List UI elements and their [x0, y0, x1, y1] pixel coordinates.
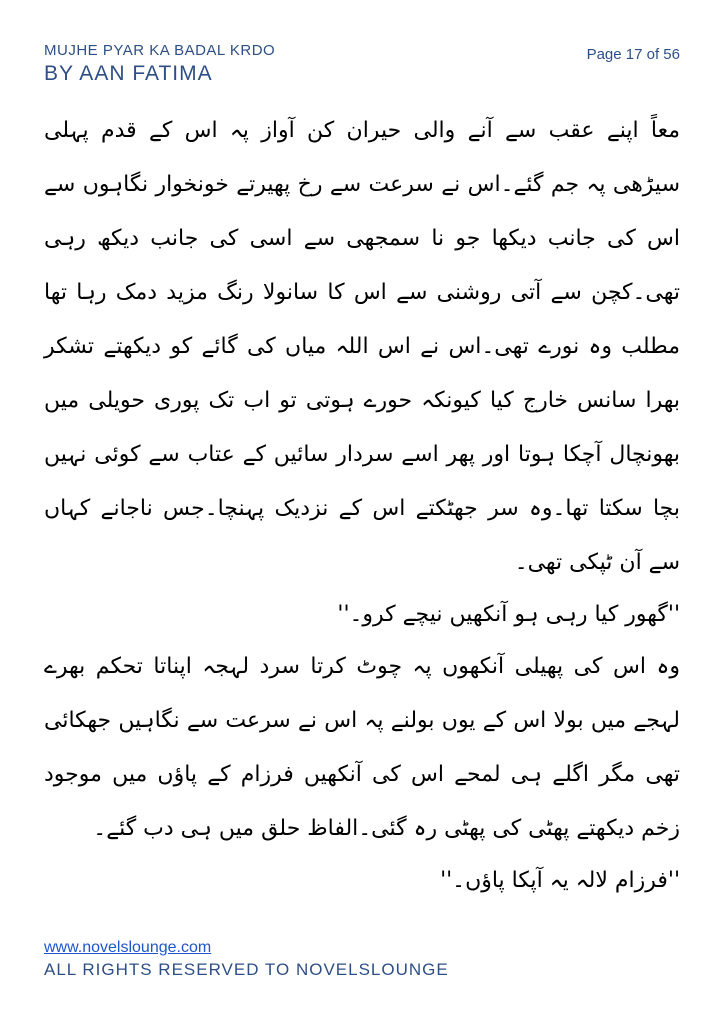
- author-name: BY AAN FATIMA: [44, 62, 213, 85]
- paragraph-2: ''گھور کیا رہی ہو آنکھیں نیچے کرو۔'': [337, 602, 680, 627]
- website-link[interactable]: www.novelslounge.com: [44, 939, 212, 956]
- page-number: Page 17 of 56: [586, 46, 680, 63]
- story-body: [44, 104, 680, 906]
- paragraph-1: معاً اپنے عقب سے آنے والی حیران کن آواز پہ اس کے قدم پہلی سیڑھی پہ جم گئے۔اس نے سرعت سے رخ پھیرتے خونخوار نگاہوں سے اس کی جانب دیکھا جو نا سمجھی سے اسی کی جانب دیکھ رہی تھی۔کچن سے آتی روشنی سے اس کا سانولا رنگ مزید دمک رہا تھا مطلب وہ نورے تھی۔اس نے اس اللہ میاں کی گائے کو دیکھتے تشکر بھرا سانس خارج کیا کیونکہ حورے ہوتی تو اب تک پوری حویلی میں بھونچال آچکا ہوتا اور پھر اسے سردار سائیں کے عتاب سے کوئی نہیں بچا سکتا تھا۔وہ سر جھٹکتے اس کے نزدیک پہنچا۔جس ناجانے کہاں سے آن ٹپکی تھی۔: [44, 118, 680, 575]
- rights-notice: ALL RIGHTS RESERVED TO NOVELSLOUNGE: [44, 960, 449, 979]
- novel-title: MUJHE PYAR KA BADAL KRDO: [44, 42, 276, 59]
- paragraph-4: ''فرزام لالہ یہ آپکا پاؤں۔'': [440, 868, 680, 893]
- paragraph-3: وہ اس کی پھیلی آنکھوں پہ چوٹ کرتا سرد لہجہ اپناتا تحکم بھرے لہجے میں بولا اس کے یوں بولنے پہ اس نے سرعت سے نگاہیں جھکائی تھی مگر اگلے ہی لمحے اس کی آنکھیں فرزام کے پاؤں میں موجود زخم دیکھتے پھٹی کی پھٹی رہ گئی۔الفاظ حلق میں ہی دب گئے۔: [44, 654, 680, 841]
